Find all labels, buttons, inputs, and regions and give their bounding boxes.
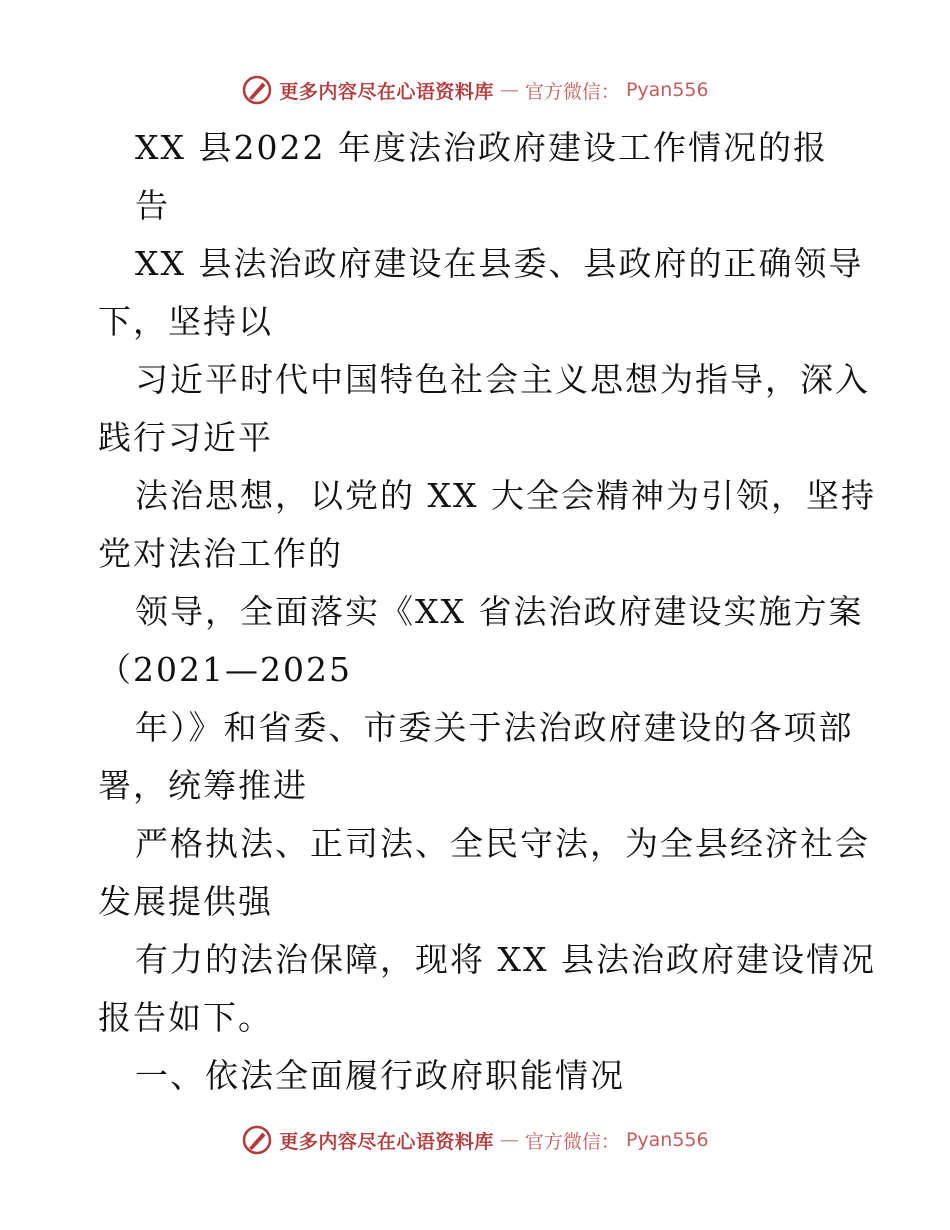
document-title-line-1: XX 县2022 年度法治政府建设工作情况的报 bbox=[135, 128, 828, 167]
document-title-line-2: 告 bbox=[135, 186, 170, 225]
paragraph-line: 习近平时代中国特色社会主义思想为指导，深入 bbox=[135, 360, 870, 399]
paragraph-line: 党对法治工作的 bbox=[98, 534, 343, 573]
paragraph-line: 有力的法治保障，现将 XX 县法治政府建设情况 bbox=[135, 940, 876, 979]
paragraph-line: 法治思想，以党的 XX 大全会精神为引领，坚持 bbox=[135, 476, 876, 515]
banner-wechat-id: Pyan556 bbox=[625, 1129, 709, 1151]
paragraph-line: 报告如下。 bbox=[98, 998, 273, 1037]
paragraph-line: 发展提供强 bbox=[98, 882, 273, 921]
banner-separator: — bbox=[499, 79, 519, 101]
header-banner bbox=[0, 70, 950, 110]
paragraph-line: 领导，全面落实《XX 省法治政府建设实施方案 bbox=[135, 592, 864, 631]
paragraph-line: 署，统筹推进 bbox=[98, 766, 308, 805]
banner-wechat-id: Pyan556 bbox=[625, 79, 709, 101]
paragraph-line: 年）》和省委、市委关于法治政府建设的各项部 bbox=[135, 708, 854, 747]
paragraph-line: 下，坚持以 bbox=[98, 302, 273, 341]
banner-separator: — bbox=[499, 1129, 519, 1151]
section-heading: 一、依法全面履行政府职能情况 bbox=[135, 1056, 625, 1095]
banner-main-text: 更多内容尽在心语资料库 bbox=[279, 80, 494, 103]
paragraph-line: （2021—2025 bbox=[98, 650, 352, 689]
footer-banner bbox=[0, 1120, 950, 1160]
quill-logo-icon bbox=[241, 1124, 273, 1156]
quill-logo-icon bbox=[241, 74, 273, 106]
banner-wechat-label: 官方微信： bbox=[524, 1130, 620, 1153]
banner-main-text: 更多内容尽在心语资料库 bbox=[279, 1130, 494, 1153]
paragraph-line: XX 县法治政府建设在县委、县政府的正确领导 bbox=[135, 244, 864, 283]
banner-wechat-label: 官方微信： bbox=[524, 80, 620, 103]
paragraph-line: 严格执法、正司法、全民守法，为全县经济社会 bbox=[135, 824, 870, 863]
paragraph-line: 践行习近平 bbox=[98, 418, 273, 457]
